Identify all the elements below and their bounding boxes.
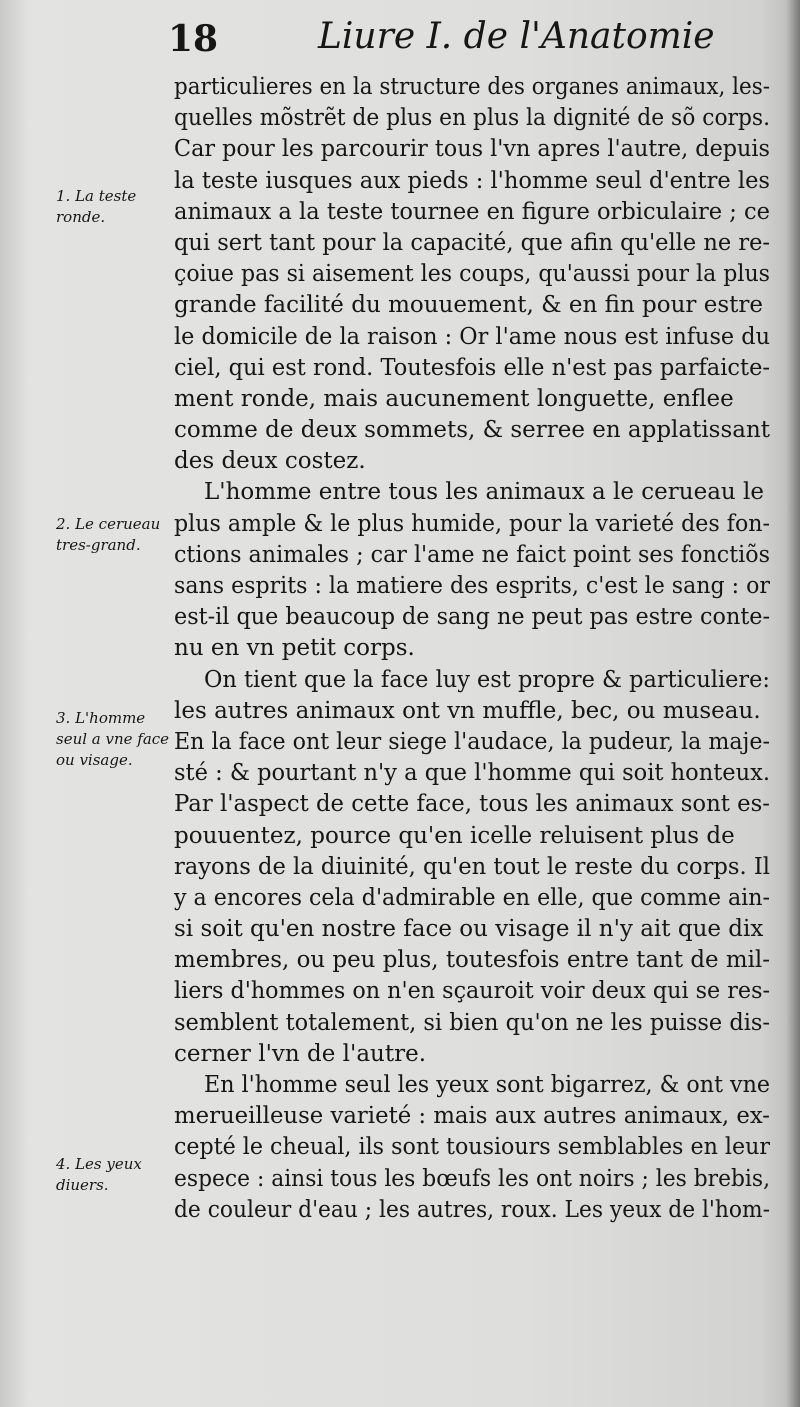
text-line: animaux a la teste tournee en figure orbiculaire ; ce — [174, 198, 770, 225]
text-line: rayons de la diuinité, qu'en tout le reste du corps. Il — [174, 853, 770, 880]
text-line: sté : & pourtant n'y a que l'homme qui soit honteux. — [174, 760, 770, 787]
text-line: En la face ont leur siege l'audace, la pudeur, la maje- — [174, 728, 770, 755]
text-line: y a encores cela d'admirable en elle, que comme ain- — [174, 884, 770, 911]
paragraph-start-line: En l'homme seul les yeux sont bigarrez, & ont vne — [204, 1072, 770, 1098]
page-number: 18 — [168, 18, 219, 60]
text-line: espece : ainsi tous les bœufs les ont noirs ; les brebis, — [174, 1165, 770, 1192]
text-line: nu en vn petit corps. — [174, 635, 415, 662]
margin-note-2: 2. Le cerueau tres-grand. — [56, 515, 161, 554]
text-line: est-il que beaucoup de sang ne peut pas estre conte- — [174, 604, 770, 631]
paragraph-start-line: L'homme entre tous les animaux a le cerueau le — [204, 479, 764, 506]
text-line: si soit qu'en nostre face ou visage il n'y ait que dix — [174, 916, 764, 943]
text-line: liers d'hommes on n'en sçauroit voir deux qui se res- — [174, 978, 770, 1005]
text-line: quelles mõstrẽt de plus en plus la dignité de sõ corps. — [174, 105, 770, 132]
text-line: ciel, qui est rond. Toutesfois elle n'est pas parfaicte- — [174, 354, 770, 381]
text-line: grande facilité du mouuement, & en fin pour estre — [174, 292, 764, 319]
text-line: qui sert tant pour la capacité, que afin qu'elle ne re- — [174, 229, 770, 256]
text-line: cerner l'vn de l'autre. — [174, 1040, 427, 1067]
text-line: de couleur d'eau ; les autres, roux. Les yeux de l'hom- — [174, 1196, 770, 1223]
text-line: membres, ou peu plus, toutesfois entre tant de mil- — [174, 947, 770, 974]
text-line: ment ronde, mais aucunement longuette, enflee — [174, 385, 734, 412]
text-line: les autres animaux ont vn muffle, bec, ou museau. — [174, 697, 761, 724]
text-line: Par l'aspect de cette face, tous les animaux sont es- — [174, 791, 770, 818]
text-line: ctions animales ; car l'ame ne faict point ses fonctiõs — [174, 541, 770, 568]
text-line: semblent totalement, si bien qu'on ne les puisse dis- — [174, 1009, 770, 1036]
text-line: cepté le cheual, ils sont tousiours semblables en leur — [174, 1134, 770, 1161]
margin-note-1: 1. La teste ronde. — [56, 187, 137, 226]
text-line: comme de deux sommets, & serree en applatissant — [174, 417, 770, 444]
body-text — [174, 72, 770, 1226]
margin-note-3: 3. L'homme seul a vne face ou visage. — [56, 709, 170, 769]
page-header — [168, 14, 768, 70]
margin-note-4: 4. Les yeux diuers. — [56, 1155, 142, 1194]
text-line: le domicile de la raison : Or l'ame nous est infuse du — [174, 323, 770, 350]
text-line: pouuentez, pource qu'en icelle reluisent plus de — [174, 822, 735, 849]
running-title: Liure I. de l'Anatomie — [318, 16, 715, 57]
paragraph-start-line: On tient que la face luy est propre & particuliere: — [204, 666, 770, 693]
text-line: çoiue pas si aisement les coups, qu'aussi pour la plus — [174, 261, 770, 288]
text-line: la teste iusques aux pieds : l'homme seul d'entre les — [174, 167, 770, 194]
text-line: plus ample & le plus humide, pour la varieté des fon- — [174, 510, 770, 537]
text-line: merueilleuse varieté : mais aux autres animaux, ex- — [174, 1103, 770, 1130]
text-line: sans esprits : la matiere des esprits, c'est le sang : or — [174, 573, 770, 599]
text-line: Car pour les parcourir tous l'vn apres l'autre, depuis — [174, 136, 770, 163]
text-line: particulieres en la structure des organes animaux, les- — [174, 74, 770, 100]
text-line: des deux costez. — [174, 448, 366, 475]
